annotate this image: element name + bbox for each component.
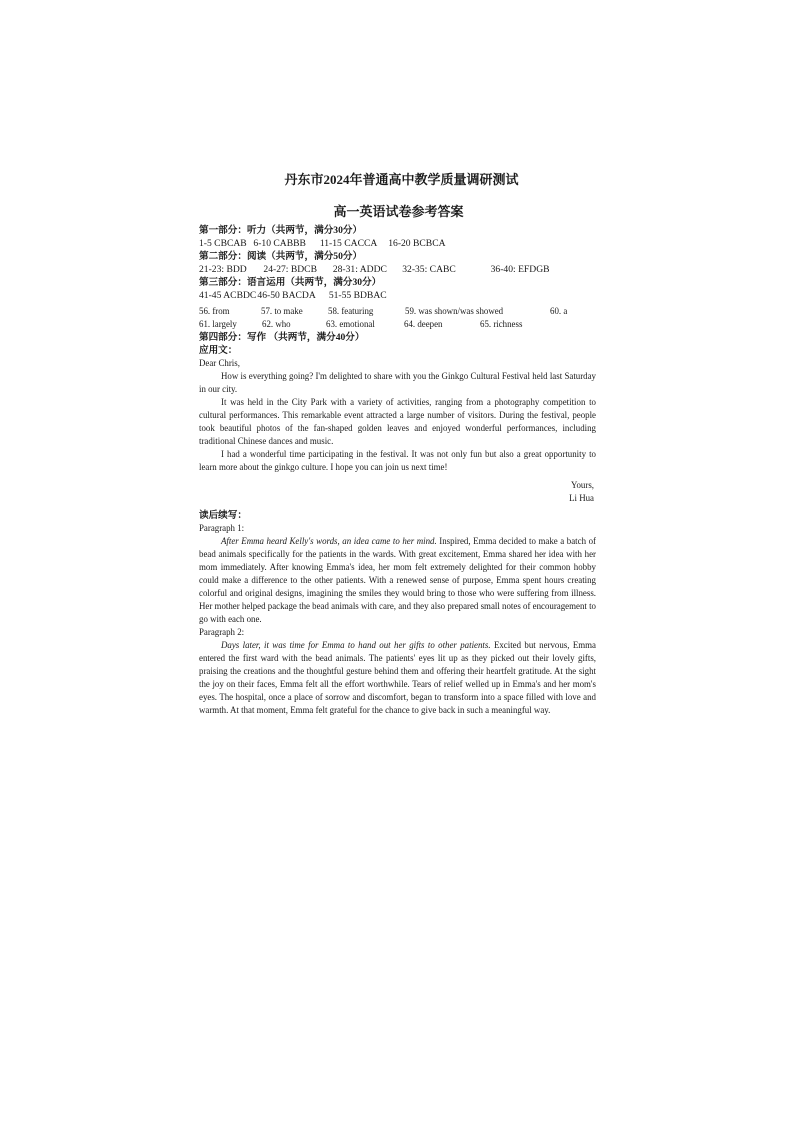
answer-group: 46-50 BACDA xyxy=(257,290,316,301)
part2-answers xyxy=(199,263,596,276)
answer-group: 16-20 BCBCA xyxy=(388,238,446,249)
answer-group: 11-15 CACCA xyxy=(319,238,378,249)
paragraph1-lead: After Emma heard Kelly's words, an idea came to her mind. xyxy=(221,536,437,546)
answer-group: 6-10 CABBB xyxy=(253,238,306,249)
fill-answer: 60. a xyxy=(550,306,568,316)
part1-heading: 第一部分：听力（共两节，满分30分） xyxy=(199,225,363,236)
paragraph1-label: Paragraph 1: xyxy=(199,523,245,533)
letter-signature: Li Hua xyxy=(569,493,594,503)
part3-answers xyxy=(199,289,596,302)
fill-answer: 59. was shown/was showed xyxy=(405,306,504,316)
continuation-paragraph-1 xyxy=(199,535,596,626)
paragraph2-lead: Days later, it was time for Emma to hand out her gifts to other patients. xyxy=(221,640,491,650)
application-label: 应用文： xyxy=(199,345,238,356)
answer-group: 36-40: EFDGB xyxy=(490,264,550,275)
letter-salutation: Dear Chris, xyxy=(199,358,240,368)
answer-group: 1-5 CBCAB xyxy=(199,238,247,249)
continuation-paragraph-2 xyxy=(199,639,596,717)
answer-key-subtitle: 高一英语试卷参考答案 xyxy=(333,204,464,219)
part2-heading: 第二部分：阅读（共两节，满分50分） xyxy=(199,251,363,262)
letter-paragraph: I had a wonderful time participating in the festival. It was not only fun but also a great opportunity to learn more about the ginkgo culture. I hope you can join us next time! xyxy=(199,449,596,472)
fill-blank-row-1 xyxy=(199,305,596,318)
part4-heading: 第四部分：写作 （共两节，满分40分） xyxy=(199,332,365,343)
fill-answer: 62. who xyxy=(262,319,291,329)
fill-answer: 56. from xyxy=(199,306,230,316)
fill-answer: 61. largely xyxy=(199,319,237,329)
answer-key-page xyxy=(199,172,596,717)
continuation-label: 读后续写： xyxy=(199,510,247,521)
paragraph1-body: Inspired, Emma decided to make a batch of bead animals specifically for the patients in the wards. With great excitement, Emma shared her idea with her mom immediately. After knowing Emma's idea, her mom felt extremely delighted for their common hobby could make a difference to the other patients. With a renewed sense of purpose, Emma spent hours creating colorful and original designs, imagining the smiles they would bring to those who were suffering from illness. Her mother helped package the bead animals with care, and they also prepared small notes of encouragement to go with each one. xyxy=(199,536,596,624)
fill-answer: 65. richness xyxy=(480,319,523,329)
answer-group: 32-35: CABC xyxy=(402,264,456,275)
answer-group: 41-45 ACBDC xyxy=(199,290,257,301)
letter-paragraph: It was held in the City Park with a variety of activities, ranging from a photography competition to cultural performances. This remarkable event attracted a large number of visitors. During the festival, people took beautiful photos of the fan-shaped golden leaves and enjoyed wonderful performances, including traditional Chinese dances and music. xyxy=(199,397,596,446)
paragraph2-body: Excited but nervous, Emma entered the first ward with the bead animals. The patients' eyes lit up as they picked out their lovely gifts, praising the creations and the thoughtful gesture behind them and offering their heartfelt gratitude. At the sight the joy on their faces, Emma felt all the effort worthwhile. Tears of relief welled up in Emma's and her mom's eyes. The hospital, once a place of sorrow and discomfort, began to transform into a space filled with love and warmth. At that moment, Emma felt grateful for the chance to give back in such a meaningful way. xyxy=(199,640,596,715)
fill-answer: 57. to make xyxy=(261,306,303,316)
fill-answer: 58. featuring xyxy=(328,306,374,316)
paragraph2-label: Paragraph 2: xyxy=(199,627,245,637)
letter-closing: Yours, xyxy=(570,480,594,490)
answer-group: 21-23: BDD xyxy=(199,264,247,275)
part1-answers xyxy=(199,237,596,250)
exam-title: 丹东市2024年普通高中教学质量调研测试 xyxy=(284,172,519,187)
answer-group: 28-31: ADDC xyxy=(332,264,387,275)
fill-answer: 64. deepen xyxy=(404,319,443,329)
answer-group: 51-55 BDBAC xyxy=(328,290,387,301)
fill-blank-row-2 xyxy=(199,318,596,331)
answer-group: 24-27: BDCB xyxy=(263,264,317,275)
fill-answer: 63. emotional xyxy=(326,319,375,329)
letter-paragraph: How is everything going? I'm delighted to share with you the Ginkgo Cultural Festival held last Saturday in our city. xyxy=(199,371,596,394)
part3-heading: 第三部分：语言运用（共两节，满分30分） xyxy=(199,277,382,288)
